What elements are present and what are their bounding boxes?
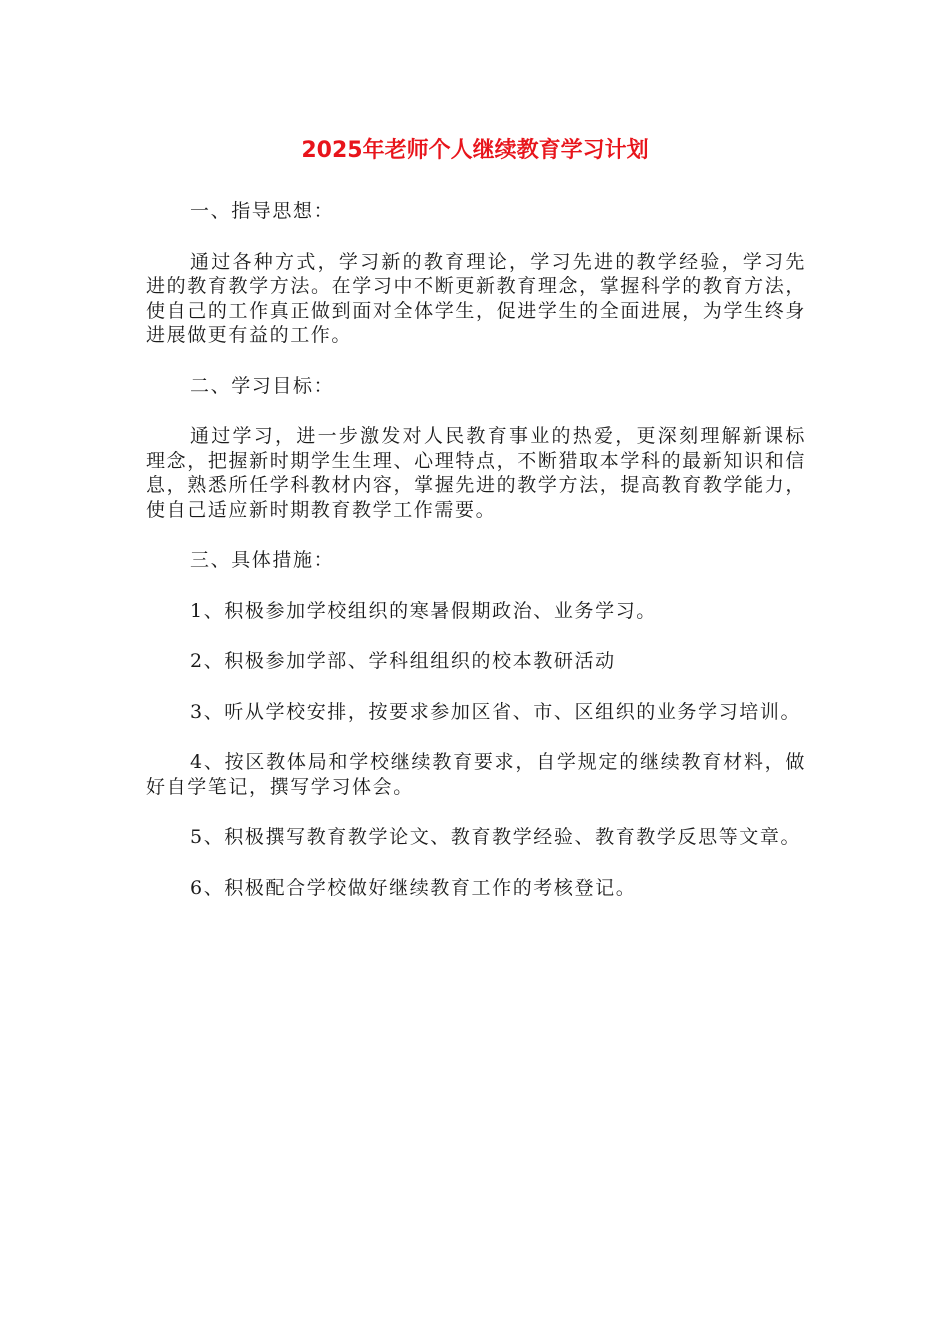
measure-item-2: 2、积极参加学部、学科组组织的校本教研活动 [190, 650, 616, 672]
section-heading-specific-measures: 三、具体措施： [190, 549, 335, 571]
document-body [146, 199, 806, 926]
measure-item-5: 5、积极撰写教育教学论文、教育教学经验、教育教学反思等文章。 [190, 826, 802, 848]
measure-item-6: 6、积极配合学校做好继续教育工作的考核登记。 [190, 876, 637, 899]
document-title: 2025年老师个人继续教育学习计划 [301, 138, 649, 163]
section-heading-guiding-ideology: 一、指导思想： [190, 200, 335, 222]
measure-item-3: 3、听从学校安排，按要求参加区省、市、区组织的业务学习培训。 [190, 700, 802, 723]
measure-item-4: 4、按区教体局和学校继续教育要求，自学规定的继续教育材料，做好自学笔记，撰写学习体会。 [146, 751, 806, 798]
section-heading-learning-goals: 二、学习目标： [190, 374, 335, 397]
measure-item-1: 1、积极参加学校组织的寒暑假期政治、业务学习。 [190, 599, 657, 622]
paragraph-guiding-ideology: 通过各种方式，学习新的教育理论，学习先进的教学经验，学习先进的教育教学方法。在学习中不断更新教育理念，掌握科学的教育方法，使自己的工作真正做到面对全体学生，促进学生的全面进展，为学生终身进展做更有益的工作。 [146, 250, 806, 346]
paragraph-learning-goals: 通过学习，进一步激发对人民教育事业的热爱，更深刻理解新课标理念，把握新时期学生生理、心理特点，不断猎取本学科的最新知识和信息，熟悉所任学科教材内容，掌握先进的教学方法，提高教育教学能力，使自己适应新时期教育教学工作需要。 [146, 425, 806, 521]
